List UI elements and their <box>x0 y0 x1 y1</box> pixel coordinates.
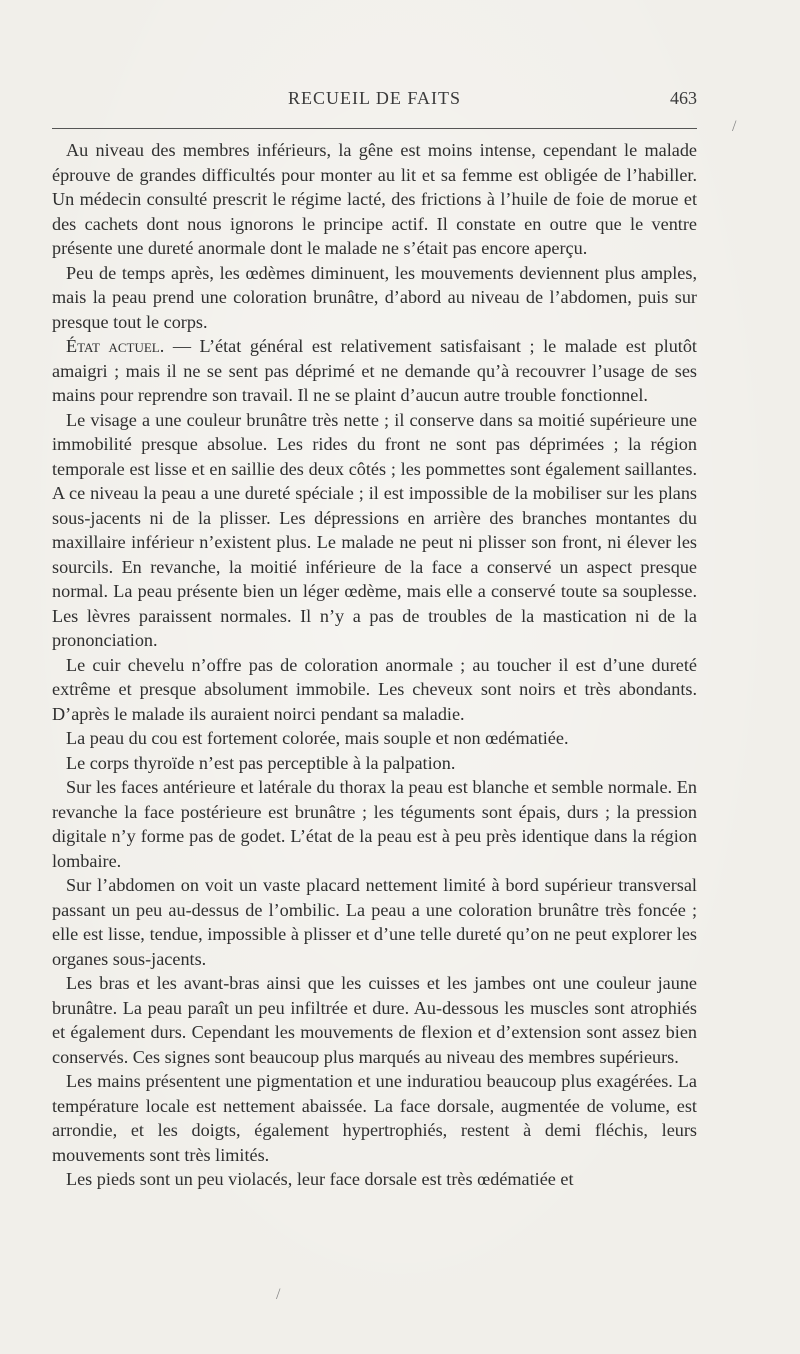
page-number: 463 <box>670 88 697 108</box>
margin-mark: / <box>276 1286 281 1303</box>
margin-mark: / <box>732 118 737 135</box>
paragraph <box>52 261 697 335</box>
paragraph <box>52 873 697 971</box>
paragraph <box>52 1069 697 1167</box>
paragraph-text: Les bras et les avant-bras ainsi que les cuisses et les jambes ont une couleur jaune brunâtre. La peau paraît un peu infiltrée et dure. Au-dessous les muscles sont atrophiés et également durs. Cependant les mouvements de flexion et d’extension sont assez bien conservés. Ces signes sont beaucoup plus marqués au niveau des membres supérieurs. <box>52 973 697 1067</box>
paragraph-text: Le visage a une couleur brunâtre très nette ; il conserve dans sa moitié supérieure une immobilité presque absolue. Les rides du front ne sont pas déprimées ; la région temporale est lisse et en saillie des deux côtés ; les pommettes sont également saillantes. A ce niveau la peau a une dureté spéciale ; il est impossible de la mobiliser sur les plans sous-jacents ni de la plisser. Les dépressions en arrière des branches montantes du maxillaire inférieur n’existent plus. Le malade ne peut ni plisser son front, ni élever les sourcils. En revanche, la moitié inférieure de la face a conservé un aspect presque normal. La peau présente bien un léger œdème, mais elle a conservé toute sa souplesse. Les lèvres paraissent normales. Il n’y a pas de troubles de la mastication ni de la prononciation. <box>52 409 697 650</box>
paragraph <box>52 408 697 653</box>
paragraph-text: Sur l’abdomen on voit un vaste placard nettement limité à bord supérieur transversal passant un peu au-dessus de l’ombilic. La peau a une coloration brunâtre très foncée ; elle est lisse, tendue, impossible à plisser et d’une telle dureté qu’on ne peut explorer les organes sous-jacents. <box>52 875 697 969</box>
paragraph <box>52 751 697 776</box>
paragraph-text: Sur les faces antérieure et latérale du thorax la peau est blanche et semble normale. En revanche la face postérieure est brunâtre ; les téguments sont épais, durs ; la pression digitale n’y forme pas de godet. L’état de la peau est à peu près identique dans la région lombaire. <box>52 777 697 871</box>
paragraph <box>52 334 697 408</box>
paragraph <box>52 726 697 751</box>
paragraph <box>52 653 697 727</box>
section-lead: État actuel. <box>66 336 165 356</box>
paragraph-text: — L’état général est relativement satisfaisant ; le malade est plutôt amaigri ; mais il ne se sent pas déprimé et ne demande qu’à recouvrer l’usage de ses mains pour reprendre son travail. Il ne se plaint d’aucun autre trouble fonctionnel. <box>52 336 697 405</box>
paragraph <box>52 775 697 873</box>
paragraph-text: La peau du cou est fortement colorée, mais souple et non œdématiée. <box>66 728 569 748</box>
paragraph-text: Les mains présentent une pigmentation et une induratiou beaucoup plus exagérées. La température locale est nettement abaissée. La face dorsale, augmentée de volume, est arrondie, et les doigts, également hypertrophiés, restent à demi fléchis, leurs mouvements sont très limités. <box>52 1071 697 1165</box>
paragraph-text: Peu de temps après, les œdèmes diminuent, les mouvements deviennent plus amples, mais la peau prend une coloration brunâtre, d’abord au niveau de l’abdomen, puis sur presque tout le corps. <box>52 262 697 332</box>
body-text <box>52 138 697 1192</box>
running-title: RECUEIL DE FAITS <box>288 88 461 108</box>
paragraph <box>52 971 697 1069</box>
paragraph-text: Les pieds sont un peu violacés, leur face dorsale est très œdématiée et <box>66 1169 574 1189</box>
paragraph-text: Le cuir chevelu n’offre pas de coloration anormale ; au toucher il est d’une dureté extrême et presque absolument immobile. Les cheveux sont noirs et très abondants. D’après le malade ils auraient noirci pendant sa maladie. <box>52 654 697 724</box>
paragraph <box>52 138 697 261</box>
header-rule <box>52 128 697 129</box>
paragraph <box>52 1167 697 1192</box>
page-header <box>52 88 697 118</box>
paragraph-text: Le corps thyroïde n’est pas perceptible à la palpation. <box>66 752 456 773</box>
paragraph-text: Au niveau des membres inférieurs, la gêne est moins intense, cependant le malade éprouve de grandes difficultés pour monter au lit et sa femme est obligée de l’habiller. Un médecin consulté prescrit le régime lacté, des frictions à l’huile de foie de morue et des cachets dont nous ignorons le principe actif. Il constate en outre que le ventre présente une dureté anormale dont le malade ne s’était pas encore aperçu. <box>52 140 697 258</box>
